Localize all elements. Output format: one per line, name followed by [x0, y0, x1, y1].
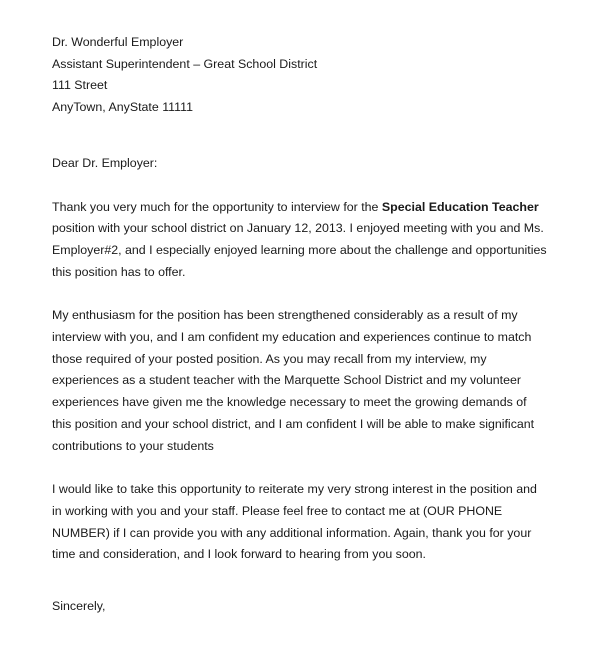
paragraph-2: My enthusiasm for the position has been strengthened considerably as a result of my interview with you, and I am confident my education and experiences continue to match those required of your posted position. As you may recall from my interview, my experiences as a student teacher with the Marquette School District and my volunteer experiences have given me the knowledge necessary to meet the growing demands of this position and your school district, and I am confident I will be able to make significant contributions to your students [52, 308, 535, 453]
paragraph-1 [52, 197, 548, 284]
recipient-address-line: Assistant Superintendent – Great School District [52, 56, 318, 71]
paragraph-1-part-1: Thank you very much for the opportunity to interview for the [52, 199, 382, 214]
recipient-address-line: 111 Street [52, 78, 108, 93]
salutation: Dear Dr. Employer: [52, 155, 158, 170]
letter-body [52, 32, 548, 618]
paragraph-1-part-2: position with your school district on January 12, 2013. I enjoyed meeting with you and Ms. Employer#2, and I especially enjoyed learning more about the challenge and opportunities this position has to offer. [52, 221, 547, 279]
recipient-address-line: AnyTown, AnyState 11111 [52, 100, 193, 115]
closing: Sincerely, [52, 599, 106, 614]
paragraph-1-emphasis: Special Education Teacher [381, 199, 539, 214]
paragraph-3: I would like to take this opportunity to reiterate my very strong interest in the position and in working with you and your staff. Please feel free to contact me at (OUR PHONE NUMBER) if I can provide you with any additional information. Again, thank you for your time and consideration, and I look forward to hearing from you soon. [52, 482, 537, 562]
recipient-address-block [52, 32, 548, 119]
recipient-address-line: Dr. Wonderful Employer [52, 35, 184, 49]
